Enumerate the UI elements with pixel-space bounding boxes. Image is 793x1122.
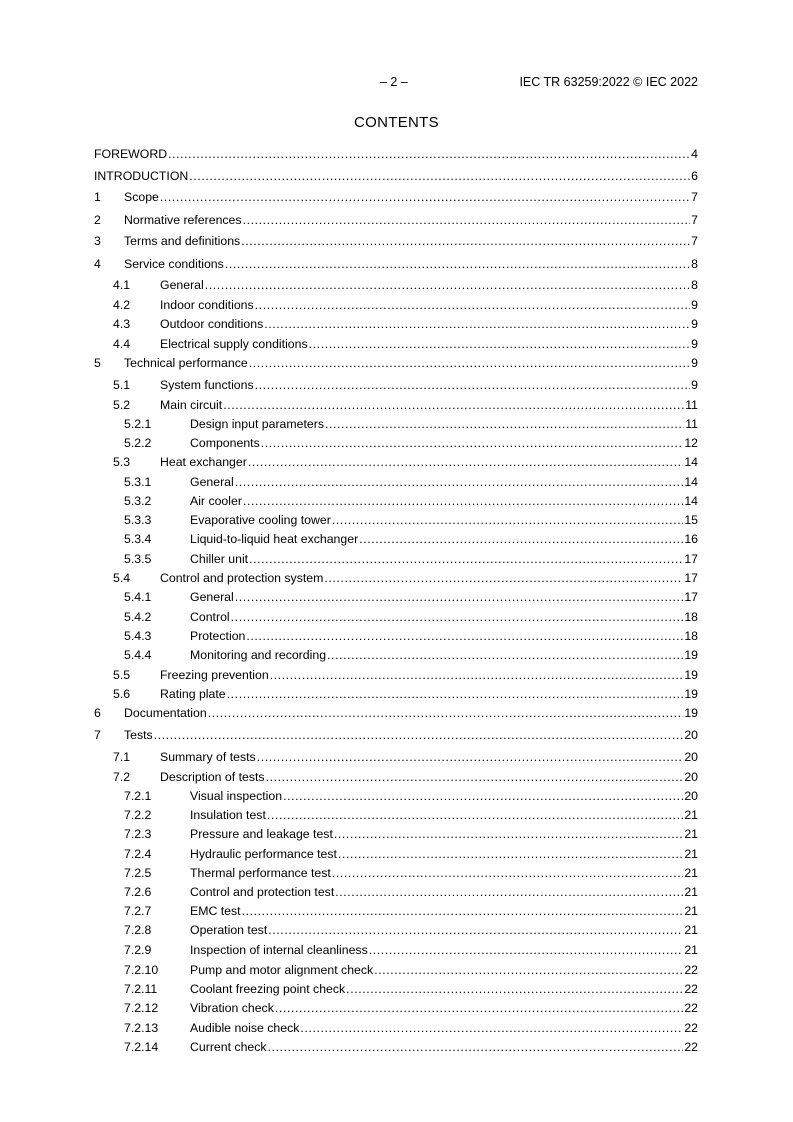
toc-entry[interactable] xyxy=(94,531,698,547)
toc-entry-number: 7.2.2 xyxy=(124,808,152,822)
toc-entry-page: 20 xyxy=(684,728,698,742)
toc-entry[interactable] xyxy=(94,609,698,625)
toc-entry-page: 9 xyxy=(691,317,698,331)
dot-leader xyxy=(249,551,683,567)
toc-entry-number: 6 xyxy=(94,706,101,720)
toc-entry-page: 20 xyxy=(684,770,698,784)
toc-entry-page: 21 xyxy=(684,885,698,899)
toc-entry[interactable] xyxy=(94,705,698,721)
toc-entry-page: 9 xyxy=(691,378,698,392)
toc-entry-page: 19 xyxy=(684,668,698,682)
toc-entry-number: 7.2.5 xyxy=(124,866,152,880)
toc-entry-number: 5.2 xyxy=(113,398,131,412)
toc-entry-page: 18 xyxy=(684,629,698,643)
toc-entry[interactable] xyxy=(94,807,698,823)
toc-entry[interactable] xyxy=(94,570,698,586)
toc-entry-number: 5.3.1 xyxy=(124,475,152,489)
toc-entry-label: Scope xyxy=(124,190,159,204)
toc-entry-page: 21 xyxy=(684,866,698,880)
toc-entry-page: 21 xyxy=(684,808,698,822)
toc-entry-page: 16 xyxy=(684,532,698,546)
toc-entry-number: 2 xyxy=(94,213,101,227)
toc-entry[interactable] xyxy=(94,788,698,804)
toc-entry-label: System functions xyxy=(160,378,254,392)
toc-entry[interactable] xyxy=(94,474,698,490)
toc-entry[interactable] xyxy=(94,212,698,228)
toc-entry-number: 5.5 xyxy=(113,668,131,682)
toc-entry-number: 7.2.10 xyxy=(124,963,159,977)
dot-leader xyxy=(160,189,690,205)
toc-entry-page: 4 xyxy=(691,147,698,161)
toc-entry[interactable] xyxy=(94,355,698,371)
toc-entry-number: 7.2 xyxy=(113,770,131,784)
toc-entry-label: Inspection of internal cleanliness xyxy=(190,943,368,957)
dot-leader xyxy=(243,493,683,509)
toc-entry-label: INTRODUCTION xyxy=(94,169,189,183)
toc-entry-number: 5.2.2 xyxy=(124,436,152,450)
toc-entry-label: Liquid-to-liquid heat exchanger xyxy=(190,532,359,546)
toc-entry[interactable] xyxy=(94,416,698,432)
toc-entry[interactable] xyxy=(94,865,698,881)
toc-entry-label: Vibration check xyxy=(190,1001,274,1015)
toc-entry-page: 19 xyxy=(684,706,698,720)
toc-entry[interactable] xyxy=(94,769,698,785)
dot-leader xyxy=(309,336,691,352)
toc-entry-number: 7.2.4 xyxy=(124,847,152,861)
toc-entry-label: General xyxy=(190,475,234,489)
toc-entry-label: Control and protection test xyxy=(190,885,335,899)
toc-entry[interactable] xyxy=(94,981,698,997)
toc-entry-label: Air cooler xyxy=(190,494,242,508)
dot-leader xyxy=(249,355,690,371)
dot-leader xyxy=(270,667,684,683)
toc-entry-label: General xyxy=(160,278,204,292)
toc-entry-number: 5.3.4 xyxy=(124,532,152,546)
toc-entry[interactable] xyxy=(94,336,698,352)
toc-entry[interactable] xyxy=(94,493,698,509)
toc-entry[interactable] xyxy=(94,749,698,765)
toc-entry-number: 4.1 xyxy=(113,278,131,292)
toc-entry-page: 22 xyxy=(684,1021,698,1035)
dot-leader xyxy=(327,647,683,663)
toc-entry-number: 4 xyxy=(94,257,101,271)
dot-leader xyxy=(223,397,684,413)
toc-entry[interactable] xyxy=(94,551,698,567)
dot-leader xyxy=(243,212,691,228)
toc-entry-label: Coolant freezing point check xyxy=(190,982,346,996)
dot-leader xyxy=(255,377,691,393)
dot-leader xyxy=(334,826,683,842)
toc-entry-number: 5.4.4 xyxy=(124,648,152,662)
toc-entry-number: 7.2.9 xyxy=(124,943,152,957)
toc-entry-page: 22 xyxy=(684,963,698,977)
toc-entry-number: 5.2.1 xyxy=(124,417,152,431)
toc-entry-number: 7.2.8 xyxy=(124,923,152,937)
toc-entry-page: 19 xyxy=(684,648,698,662)
toc-entry-label: Operation test xyxy=(190,923,268,937)
toc-entry-number: 7.2.13 xyxy=(124,1021,159,1035)
dot-leader xyxy=(338,846,683,862)
toc-entry-label: Visual inspection xyxy=(190,789,283,803)
toc-entry-number: 5.4 xyxy=(113,571,131,585)
dot-leader xyxy=(300,1020,683,1036)
toc-entry-page: 7 xyxy=(691,190,698,204)
toc-entry[interactable] xyxy=(94,168,698,184)
toc-entry[interactable] xyxy=(94,667,698,683)
toc-entry-number: 5.4.2 xyxy=(124,610,152,624)
toc-entry-number: 7.2.7 xyxy=(124,904,152,918)
dot-leader xyxy=(246,628,683,644)
toc-entry-label: Monitoring and recording xyxy=(190,648,327,662)
document-id: IEC TR 63259:2022 © IEC 2022 xyxy=(519,75,698,89)
toc-entry-number: 5.3.2 xyxy=(124,494,152,508)
toc-entry-number: 3 xyxy=(94,234,101,248)
toc-entry-number: 5.6 xyxy=(113,687,131,701)
dot-leader xyxy=(346,981,683,997)
dot-leader xyxy=(267,807,683,823)
toc-entry-label: Evaporative cooling tower xyxy=(190,513,331,527)
toc-entry-page: 8 xyxy=(691,257,698,271)
toc-entry-label: Documentation xyxy=(124,706,207,720)
toc-entry-label: Protection xyxy=(190,629,246,643)
toc-entry-number: 5.3 xyxy=(113,455,131,469)
toc-entry-label: Pump and motor alignment check xyxy=(190,963,374,977)
toc-entry-label: Outdoor conditions xyxy=(160,317,264,331)
toc-entry-label: Pressure and leakage test xyxy=(190,827,333,841)
toc-entry-page: 6 xyxy=(691,169,698,183)
toc-entry[interactable] xyxy=(94,628,698,644)
toc-entry[interactable] xyxy=(94,316,698,332)
toc-entry[interactable] xyxy=(94,1039,698,1055)
toc-entry-page: 22 xyxy=(684,982,698,996)
toc-entry-number: 1 xyxy=(94,190,101,204)
toc-entry[interactable] xyxy=(94,146,698,162)
toc-entry-page: 9 xyxy=(691,298,698,312)
toc-entry-number: 5.4.1 xyxy=(124,590,152,604)
toc-entry-label: Main circuit xyxy=(160,398,223,412)
toc-entry-page: 7 xyxy=(691,234,698,248)
toc-entry-label: Technical performance xyxy=(124,356,248,370)
dot-leader xyxy=(168,146,690,162)
toc-entry[interactable] xyxy=(94,903,698,919)
dot-leader xyxy=(374,962,683,978)
toc-entry-page: 19 xyxy=(684,687,698,701)
toc-entry-number: 5.3.3 xyxy=(124,513,152,527)
toc-entry-number: 4.4 xyxy=(113,337,131,351)
toc-entry-label: General xyxy=(190,590,234,604)
toc-entry-page: 21 xyxy=(684,943,698,957)
toc-entry[interactable] xyxy=(94,727,698,743)
dot-leader xyxy=(359,531,683,547)
dot-leader xyxy=(225,256,690,272)
toc-entry[interactable] xyxy=(94,277,698,293)
toc-entry[interactable] xyxy=(94,922,698,938)
toc-entry-number: 5 xyxy=(94,356,101,370)
toc-entry-label: Normative references xyxy=(124,213,242,227)
toc-entry-page: 21 xyxy=(684,923,698,937)
toc-entry-label: Heat exchanger xyxy=(160,455,247,469)
toc-entry[interactable] xyxy=(94,647,698,663)
toc-entry[interactable] xyxy=(94,1020,698,1036)
toc-entry-number: 7.1 xyxy=(113,750,131,764)
dot-leader xyxy=(261,435,684,451)
toc-entry-number: 7.2.14 xyxy=(124,1040,159,1054)
toc-entry-page: 14 xyxy=(684,475,698,489)
toc-entry[interactable] xyxy=(94,256,698,272)
toc-entry-page: 9 xyxy=(691,337,698,351)
toc-entry-page: 21 xyxy=(684,827,698,841)
dot-leader xyxy=(242,903,684,919)
toc-entry[interactable] xyxy=(94,512,698,528)
toc-entry-page: 9 xyxy=(691,356,698,370)
toc-entry-label: Service conditions xyxy=(124,257,224,271)
dot-leader xyxy=(248,454,683,470)
toc-entry-label: Thermal performance test xyxy=(190,866,331,880)
toc-entry[interactable] xyxy=(94,377,698,393)
toc-entry-number: 7.2.12 xyxy=(124,1001,159,1015)
toc-entry[interactable] xyxy=(94,397,698,413)
dot-leader xyxy=(154,727,684,743)
toc-entry-page: 17 xyxy=(684,552,698,566)
toc-entry-page: 8 xyxy=(691,278,698,292)
toc-entry[interactable] xyxy=(94,589,698,605)
toc-entry[interactable] xyxy=(94,884,698,900)
toc-entry-label: Insulation test xyxy=(190,808,266,822)
toc-entry[interactable] xyxy=(94,435,698,451)
toc-entry[interactable] xyxy=(94,233,698,249)
toc-entry-page: 11 xyxy=(685,398,698,412)
toc-entry-page: 22 xyxy=(684,1040,698,1054)
toc-entry-label: Electrical supply conditions xyxy=(160,337,308,351)
toc-entry[interactable] xyxy=(94,297,698,313)
toc-entry-label: Freezing prevention xyxy=(160,668,269,682)
dot-leader xyxy=(332,512,684,528)
toc-entry-page: 14 xyxy=(684,455,698,469)
toc-entry-number: 5.3.5 xyxy=(124,552,152,566)
toc-entry-label: Hydraulic performance test xyxy=(190,847,337,861)
toc-entry-label: FOREWORD xyxy=(94,147,168,161)
toc-entry-label: Design input parameters xyxy=(190,417,324,431)
dot-leader xyxy=(275,1000,683,1016)
dot-leader xyxy=(235,589,684,605)
dot-leader xyxy=(255,297,691,313)
toc-entry[interactable] xyxy=(94,454,698,470)
toc-entry-label: Components xyxy=(190,436,260,450)
toc-entry-page: 15 xyxy=(684,513,698,527)
dot-leader xyxy=(189,168,690,184)
toc-entry-page: 18 xyxy=(684,610,698,624)
toc-entry-number: 5.1 xyxy=(113,378,131,392)
toc-entry[interactable] xyxy=(94,846,698,862)
dot-leader xyxy=(266,769,684,785)
toc-entry-number: 4.3 xyxy=(113,317,131,331)
dot-leader xyxy=(283,788,683,804)
toc-entry-label: Chiller unit xyxy=(190,552,249,566)
toc-entry-label: Description of tests xyxy=(160,770,265,784)
dot-leader xyxy=(264,316,690,332)
toc-entry-label: Control xyxy=(190,610,230,624)
toc-entry[interactable] xyxy=(94,942,698,958)
toc-entry-label: Audible noise check xyxy=(190,1021,300,1035)
toc-entry-page: 20 xyxy=(684,789,698,803)
toc-entry-page: 20 xyxy=(684,750,698,764)
dot-leader xyxy=(369,942,684,958)
toc-entry-page: 17 xyxy=(684,590,698,604)
toc-entry[interactable] xyxy=(94,1000,698,1016)
dot-leader xyxy=(332,865,684,881)
toc-entry-label: Terms and definitions xyxy=(124,234,241,248)
toc-entry-label: EMC test xyxy=(190,904,241,918)
dot-leader xyxy=(227,686,684,702)
toc-entry[interactable] xyxy=(94,826,698,842)
dot-leader xyxy=(208,705,684,721)
toc-entry-label: Indoor conditions xyxy=(160,298,254,312)
dot-leader xyxy=(268,922,683,938)
dot-leader xyxy=(335,884,683,900)
dot-leader xyxy=(231,609,684,625)
toc-entry-label: Current check xyxy=(190,1040,267,1054)
toc-entry[interactable] xyxy=(94,189,698,205)
toc-entry-label: Summary of tests xyxy=(160,750,256,764)
toc-entry-page: 17 xyxy=(684,571,698,585)
dot-leader xyxy=(235,474,684,490)
toc-entry-label: Rating plate xyxy=(160,687,226,701)
toc-entry-number: 7.2.11 xyxy=(124,982,158,996)
toc-entry-number: 7 xyxy=(94,728,101,742)
dot-leader xyxy=(325,416,684,432)
toc-entry-label: Tests xyxy=(124,728,153,742)
toc-entry-page: 11 xyxy=(685,417,698,431)
toc-entry-page: 7 xyxy=(691,213,698,227)
toc-entry-page: 21 xyxy=(684,904,698,918)
toc-entry-page: 14 xyxy=(684,494,698,508)
toc-entry-number: 7.2.6 xyxy=(124,885,152,899)
page-number: – 2 – xyxy=(380,75,408,89)
toc-entry-page: 22 xyxy=(684,1001,698,1015)
toc-entry-number: 7.2.3 xyxy=(124,827,152,841)
toc-entry[interactable] xyxy=(94,962,698,978)
dot-leader xyxy=(241,233,690,249)
toc-entry-page: 12 xyxy=(684,436,698,450)
toc-entry-page: 21 xyxy=(684,847,698,861)
toc-entry-number: 5.4.3 xyxy=(124,629,152,643)
dot-leader xyxy=(205,277,690,293)
toc-entry-number: 4.2 xyxy=(113,298,131,312)
toc-entry[interactable] xyxy=(94,686,698,702)
toc-entry-label: Control and protection system xyxy=(160,571,324,585)
dot-leader xyxy=(268,1039,684,1055)
toc-entry-number: 7.2.1 xyxy=(124,789,152,803)
page-title: CONTENTS xyxy=(354,114,439,131)
dot-leader xyxy=(257,749,684,765)
dot-leader xyxy=(324,570,683,586)
